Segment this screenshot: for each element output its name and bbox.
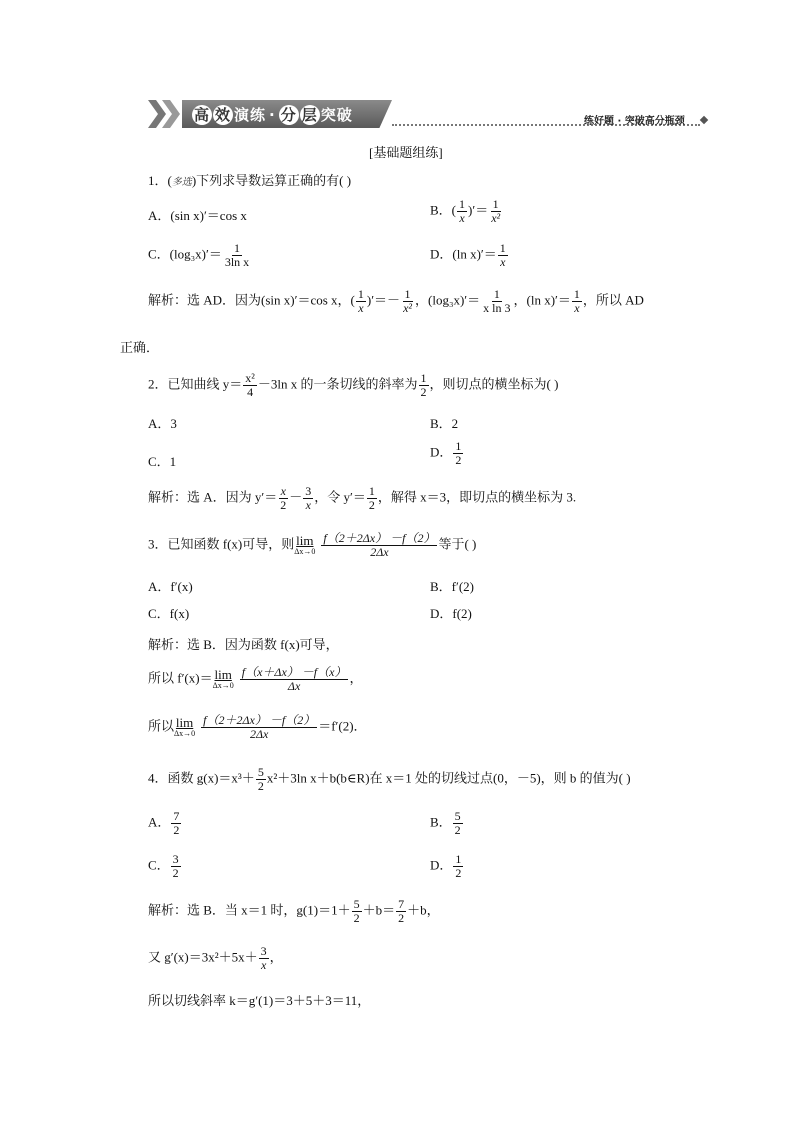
q1-stem: 1．(多选)下列求导数运算正确的有( ) (148, 173, 352, 188)
q2-option-d: D． $\frac{1}{2}$ (430, 439, 462, 467)
q1-solution: 解析：选 AD．因为(sin x)′＝cos x，( $\frac{1}{x}$ )′＝－ $\frac{1}{\text{x²}}$ ，(log₃x)′＝ $\frac{1}{\text{x ln 3}}$ ，(ln x)′＝ $\frac{1}{x}$ ，所以 AD (148, 287, 644, 315)
q1-option-b: B．( $\frac{1}{x}$ )′＝ $\frac{1}{\text{x²}}$ (430, 197, 501, 225)
q3-solution-line1: 解析：选 B．因为函数 f(x)可导， (148, 637, 339, 652)
q2-option-b: B．2 (430, 416, 459, 431)
q3-stem: 3．已知函数 f(x)可导，则 lim Δx→0 $\frac{f(2+2\Delta x) -f(2)}{2\Delta x}$ 等于( ) (148, 531, 477, 559)
q4-option-c: C． $\frac{3}{2}$ (148, 852, 179, 880)
q1-option-a: A．(sin x)′＝cos x (148, 208, 247, 223)
multi-choice-tag: 多选 (171, 177, 192, 188)
q3-option-a: A．f′(x) (148, 579, 193, 594)
header-slogan: 练好题 · 突破高分瓶颈 (584, 116, 685, 127)
q2-stem: 2．已知曲线 y＝ $\frac{\text{x²}}{4}$ －3ln x 的一条切线的斜率为 $\frac{1}{2}$ ，则切点的横坐标为( ) (148, 371, 559, 399)
q4-solution-line2: 又 g′(x)＝3x²＋5x＋ $\frac{3}{x}$ ， (148, 944, 283, 972)
q2-option-a: A．3 (148, 416, 177, 431)
q3-option-d: D．f(2) (430, 606, 472, 621)
section-title: [基础题组练] (369, 145, 443, 160)
header-banner (148, 100, 392, 128)
q4-option-b: B． $\frac{5}{2}$ (430, 809, 461, 837)
banner-title: 高 效 演练 · 分 层 突破 (193, 106, 353, 124)
q3-solution-line3: 所以 lim Δx→0 $\frac{f(2+2\Delta x) -f(2)}{2\Delta x}$ ＝f′(2)． (148, 713, 367, 741)
q2-option-c: C．1 (148, 454, 177, 469)
q3-option-c: C．f(x) (148, 606, 190, 621)
q3-option-b: B．f′(2) (430, 579, 475, 594)
diamond-icon (700, 116, 708, 124)
q1-solution-continued: 正确． (120, 340, 160, 355)
q4-option-d: D． $\frac{1}{2}$ (430, 852, 462, 880)
q4-solution-line3: 所以切线斜率 k＝g′(1)＝3＋5＋3＝11， (148, 993, 371, 1008)
q4-option-a: A． $\frac{7}{2}$ (148, 809, 180, 837)
q4-stem: 4．函数 g(x)＝x³＋ $\frac{5}{2}$ x²＋3ln x＋b(b∈R)在 x＝1 处的切线过点(0，－5)，则 b 的值为( ) (148, 765, 631, 793)
chevron-right-icon (162, 100, 180, 128)
q4-solution-line1: 解析：选 B．当 x＝1 时，g(1)＝1＋ $\frac{5}{2}$ ＋b＝ $\frac{7}{2}$ ＋b， (148, 897, 440, 925)
q1-option-c: C．(log₃x)′＝ $\frac{1}{\text{3ln x}}$ (148, 241, 250, 269)
q2-solution: 解析：选 A．因为 y′＝ $\frac{x}{2}$ － $\frac{3}{x}$ ，令 y′＝ $\frac{1}{2}$ ，解得 x＝3，即切点的横坐标为 3. (148, 484, 577, 512)
q1-option-d: D．(ln x)′＝ $\frac{1}{x}$ (430, 241, 506, 269)
q3-solution-line2: 所以 f′(x)＝ lim Δx→0 $\frac{f(x+\Delta x) -f(x)}{\Delta x}$ ， (148, 665, 363, 693)
